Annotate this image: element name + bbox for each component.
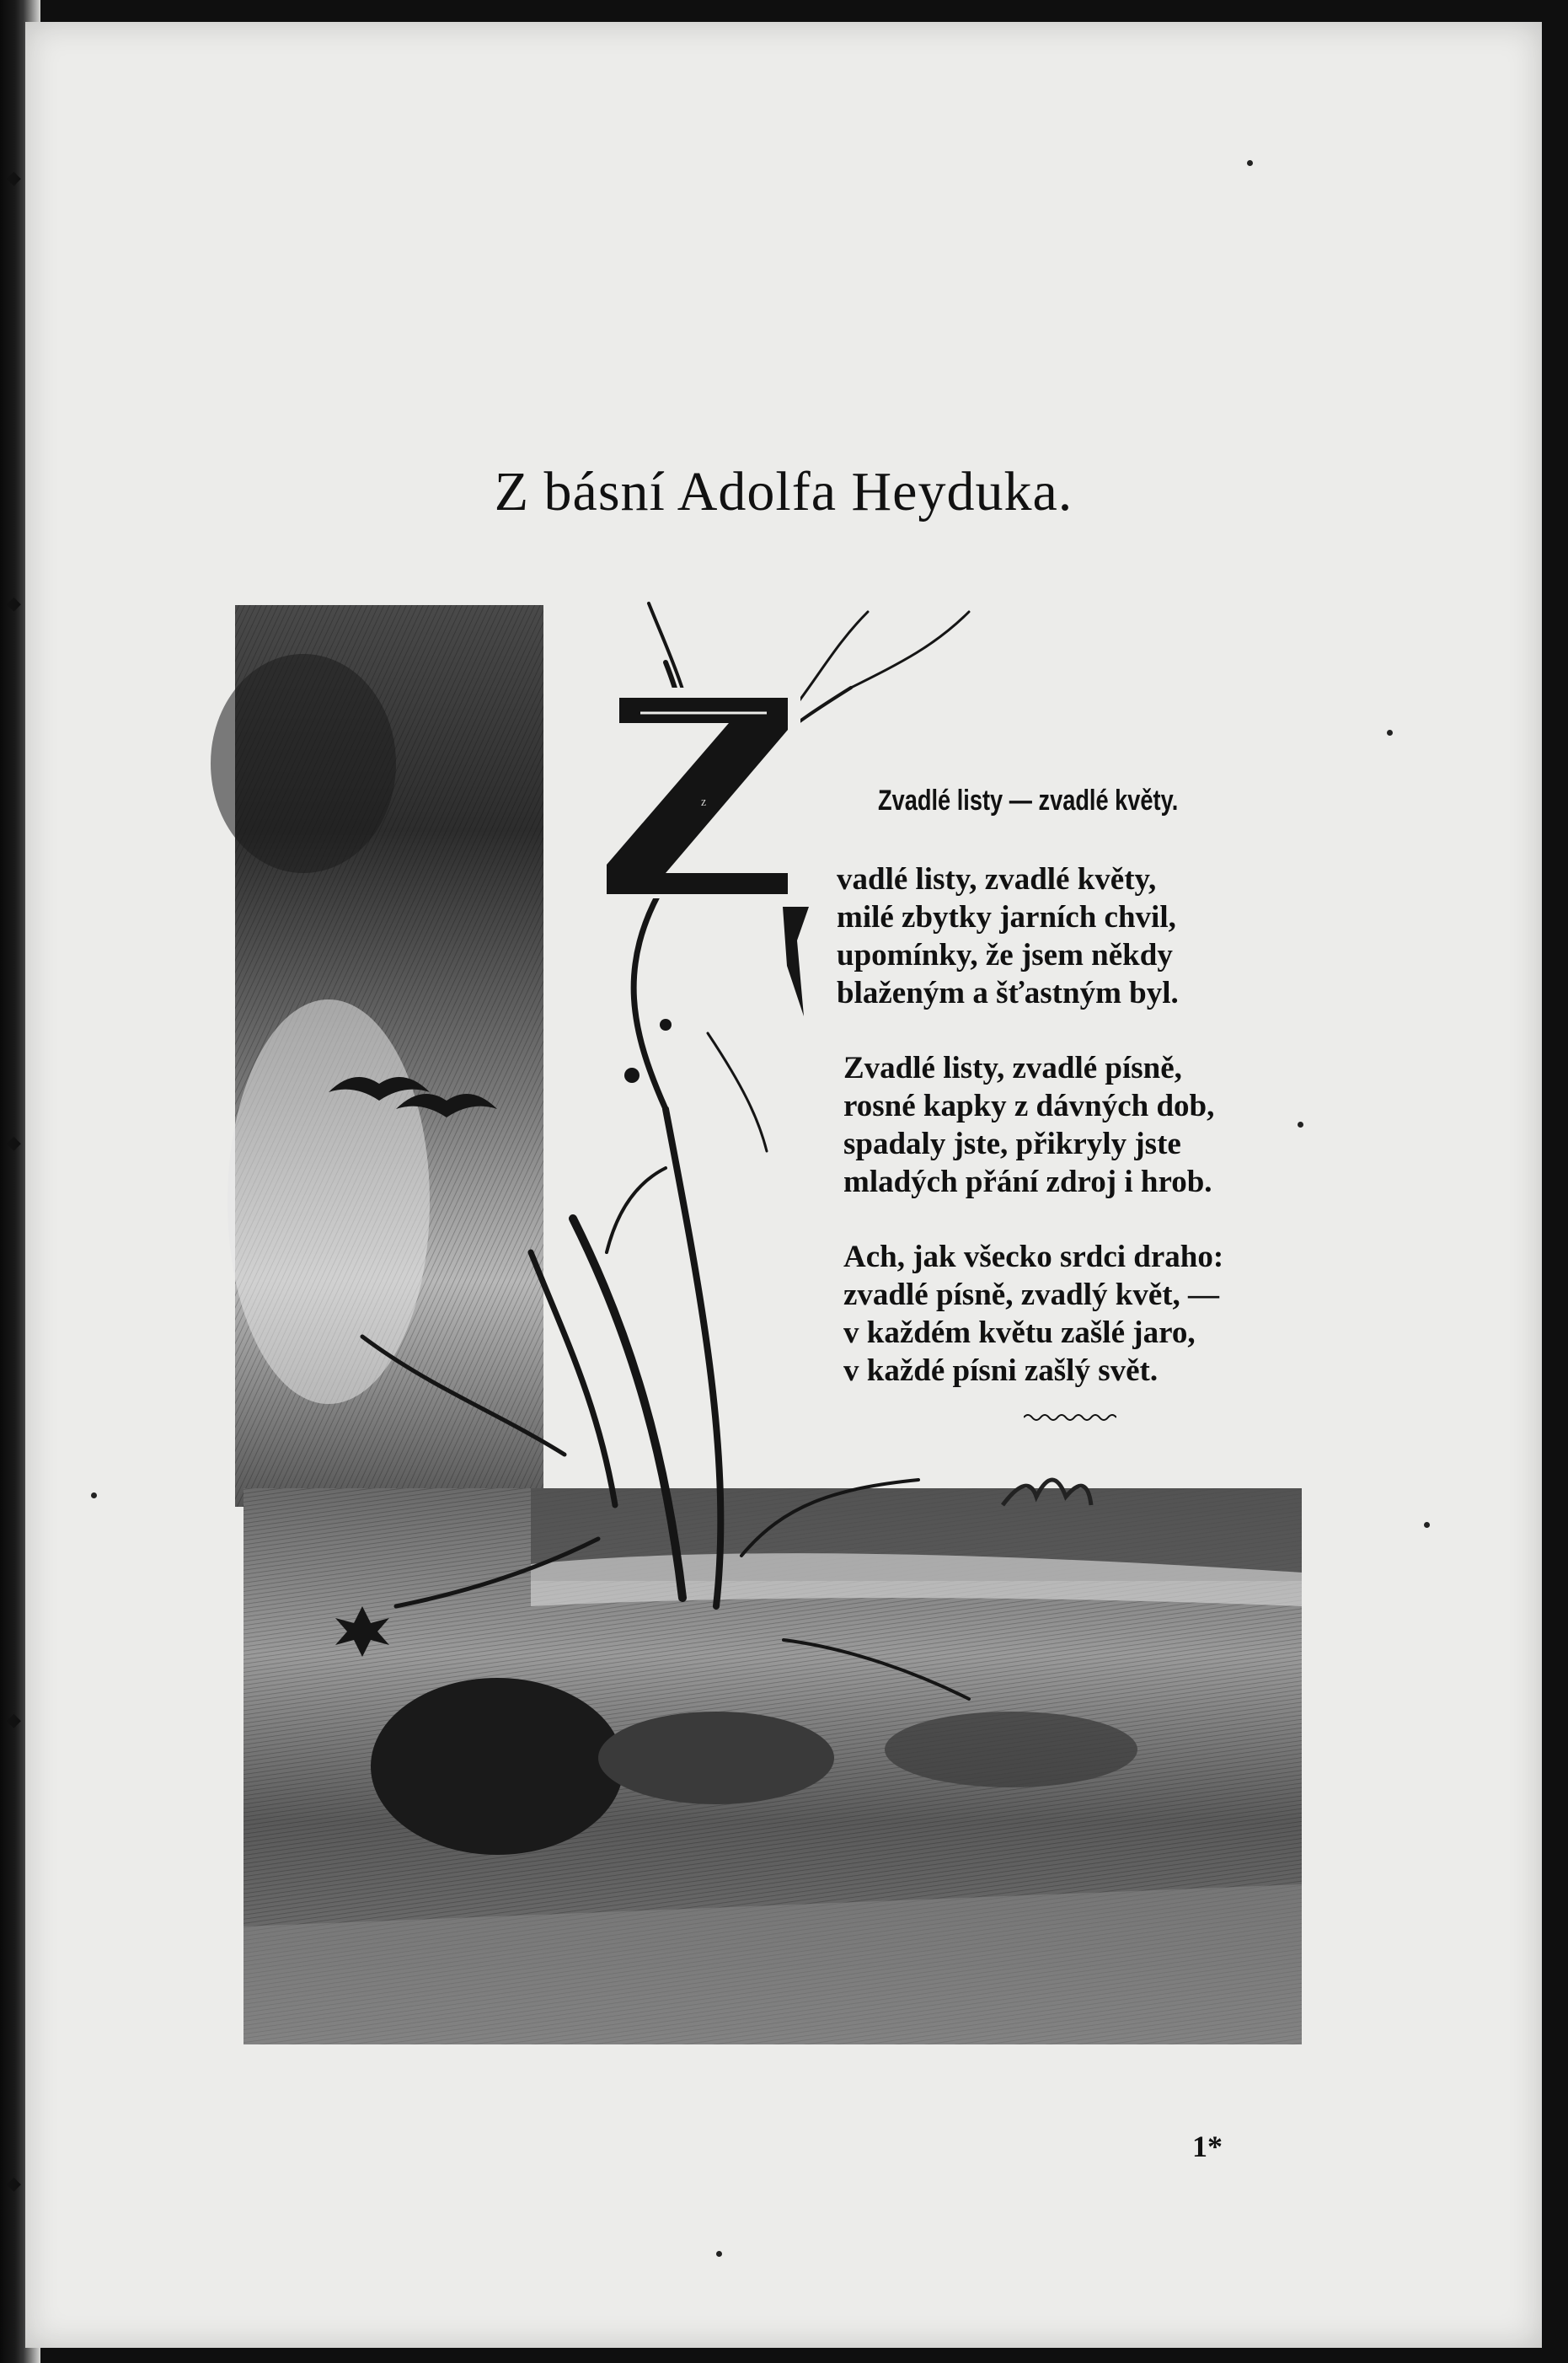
- poem-line: spadaly jste, přikryly jste: [843, 1127, 1181, 1161]
- paper-speck: [1424, 1522, 1430, 1528]
- book-page: [25, 22, 1542, 2348]
- wavy-divider-icon: [1024, 1412, 1116, 1423]
- poem-stanza: [843, 1049, 1223, 1201]
- engraving-illustration: [25, 22, 1542, 2348]
- poem-stanza: [843, 1238, 1223, 1390]
- gutter-mark-icon: ◆: [7, 1132, 21, 1153]
- paper-speck: [1247, 160, 1253, 166]
- poem-line: zvadlé písně, zvadlý květ, —: [843, 1278, 1220, 1312]
- poem-body: [837, 860, 1223, 1427]
- poem-line: blaženým a šťastným byl.: [837, 976, 1179, 1010]
- poem-line: upomínky, že jsem někdy: [837, 938, 1173, 973]
- gutter-mark-icon: ◆: [7, 1709, 21, 1730]
- poem-stanza: [837, 860, 1223, 1012]
- paper-speck: [716, 2251, 722, 2257]
- poem-line: v každé písni zašlý svět.: [843, 1353, 1159, 1388]
- svg-text:Z: Z: [700, 799, 707, 808]
- poem-heading: Zvadlé listy — zvadlé květy.: [878, 785, 1179, 817]
- poem-line: rosné kapky z dávných dob,: [843, 1089, 1215, 1123]
- gutter-mark-icon: ◆: [7, 167, 21, 188]
- paper-speck: [1298, 1122, 1303, 1128]
- page-title: Z básní Adolfa Heyduka.: [494, 461, 1073, 522]
- poem-line: Zvadlé listy, zvadlé písně,: [843, 1051, 1182, 1085]
- poem-line: vadlé listy, zvadlé květy,: [837, 862, 1157, 897]
- poem-line: v každém květu zašlé jaro,: [843, 1315, 1196, 1350]
- page-number: 1*: [1192, 2130, 1223, 2163]
- drop-cap-z-icon: [607, 688, 800, 898]
- poem-line: milé zbytky jarních chvil,: [837, 900, 1176, 935]
- gutter-mark-icon: ◆: [7, 2173, 21, 2194]
- paper-speck: [1387, 730, 1393, 736]
- gutter-mark-icon: ◆: [7, 592, 21, 614]
- poem-line: Ach, jak všecko srdci draho:: [843, 1240, 1224, 1274]
- paper-speck: [91, 1492, 97, 1498]
- poem-line: mladých přání zdroj i hrob.: [843, 1165, 1212, 1199]
